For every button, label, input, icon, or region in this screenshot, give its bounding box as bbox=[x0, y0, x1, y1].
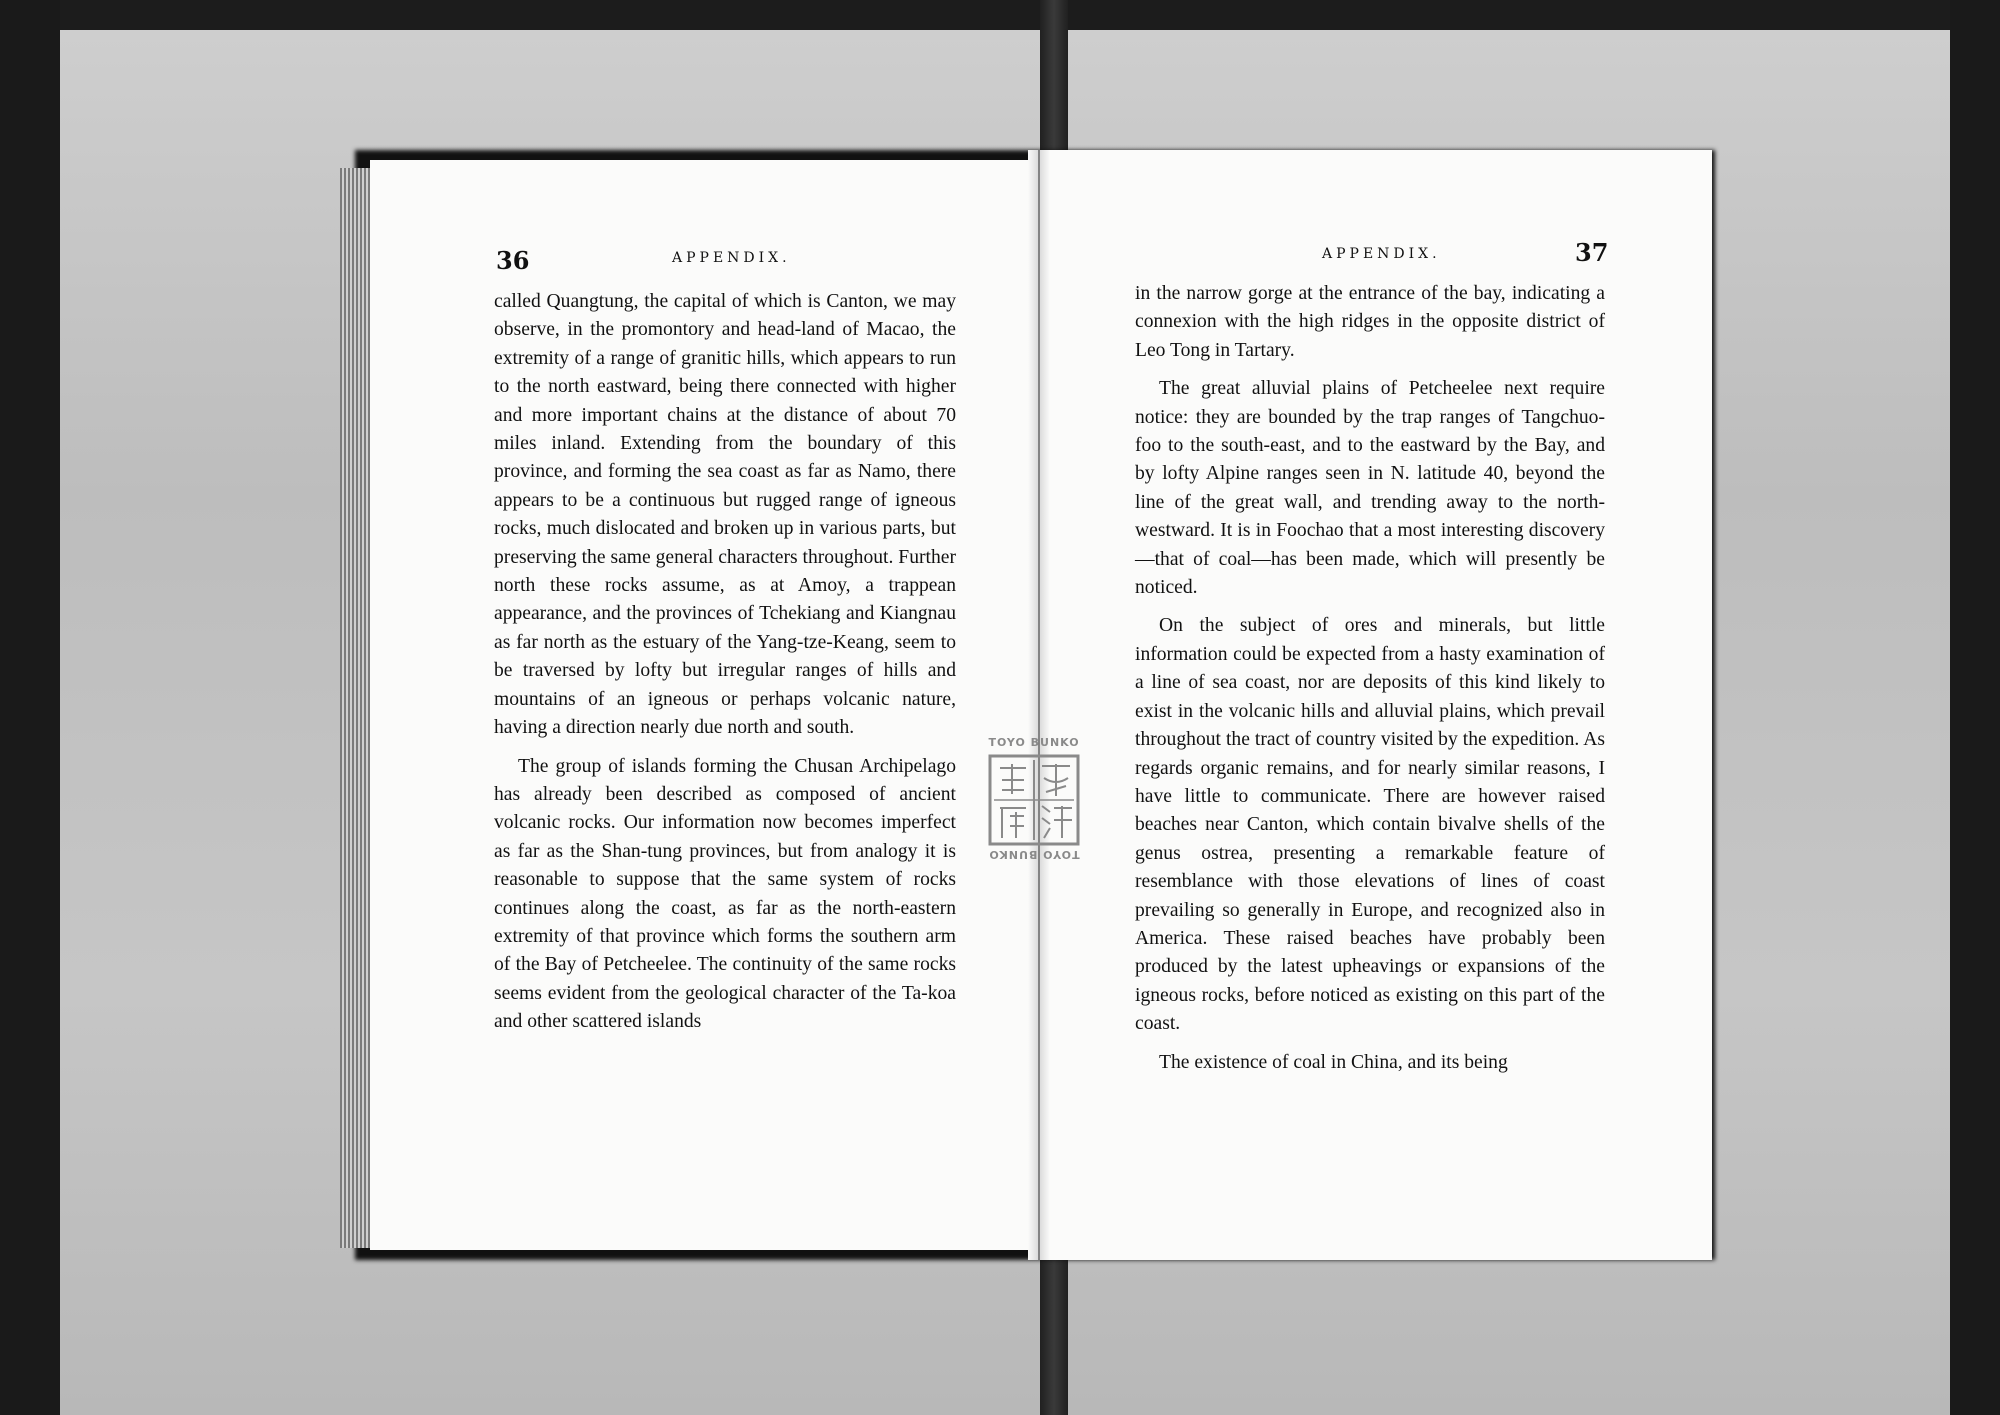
stamp-bottom-label: TOYO BUNKO bbox=[988, 848, 1080, 861]
stamp-top-label: TOYO BUNKO bbox=[988, 736, 1080, 749]
library-seal-stamp bbox=[972, 736, 1096, 864]
left-page-number: 36 bbox=[496, 246, 530, 275]
page-edges-left bbox=[340, 168, 370, 1248]
right-page-number: 37 bbox=[1575, 238, 1609, 267]
scan-border-top bbox=[60, 0, 1950, 30]
right-paragraph-4: The existence of coal in China, and its being bbox=[1159, 1051, 1508, 1073]
right-running-head: APPENDIX. bbox=[1322, 246, 1441, 262]
book-gutter bbox=[1028, 150, 1050, 1260]
right-paragraph-1: in the narrow gorge at the entrance of the bay, indicating a connexion with the high ridges in the opposite district of Leo Tong in Tartary. bbox=[1135, 283, 1605, 361]
left-page bbox=[370, 160, 1035, 1250]
right-page bbox=[1045, 150, 1712, 1260]
scan-border-left bbox=[0, 0, 60, 1415]
left-page-text bbox=[494, 288, 956, 1037]
right-page-text bbox=[1135, 280, 1605, 1077]
left-running-head: APPENDIX. bbox=[672, 250, 791, 266]
left-paragraph-2: The group of islands forming the Chusan Archipelago has already been described as composed of ancient volcanic rocks. Our information now becomes imperfect as far as the Shan-tung provinces, but from analogy it is reasonable to suppose that the same system of rocks continues along the coast, as far as the north-eastern extremity of that province which forms the southern arm of the Bay of Petcheelee. The continuity of the same rocks seems evident from the geological character of the Ta-koa and other scattered islands bbox=[494, 755, 956, 1033]
stamp-seal-icon bbox=[988, 754, 1080, 846]
right-paragraph-3: On the subject of ores and minerals, but little information could be expected from a hasty examination of a line of sea coast, nor are deposits of this kind likely to exist in the volcanic hills and alluvial plains, which prevail throughout the tract of country visited by the expedition. As regards organic remains, and for nearly similar reasons, I have little to communicate. There are however raised beaches near Canton, which contain bivalve shells of the genus ostrea, presenting a remarkable feature of resemblance with those elevations of lines of coast prevailing so generally in Europe, and recognized also in America. These raised beaches have probably been produced by the latest upheavings or expansions of the igneous rocks, before noticed as existing on this part of the coast. bbox=[1135, 615, 1605, 1035]
left-paragraph-1: called Quangtung, the capital of which is Canton, we may observe, in the promontory and head-land of Macao, the extremity of a range of granitic hills, which appears to run to the north eastward, being there connected with higher and more important chains at the distance of about 70 miles inland. Extending from the boundary of this province, and forming the sea coast as far as Namo, there appears to be a continuous but rugged range of igneous rocks, much dislocated and broken up in various parts, but preserving the same general characters throughout. Further north these rocks assume, as at Amoy, a trappean appearance, and the provinces of Tchekiang and Kiangnau as far north as the estuary of the Yang-tze-Keang, seem to be traversed by lofty but irregular ranges of hills and mountains of an igneous or perhaps volcanic nature, having a direction nearly due north and south. bbox=[494, 291, 956, 739]
right-paragraph-2: The great alluvial plains of Petcheelee next require notice: they are bounded by the trap ranges of Tangchuo-foo to the south-east, and to the eastward by the Bay, and by lofty Alpine ranges seen in N. latitude 40, beyond the line of the great wall, and trending away to the north-westward. It is in Foochao that a most interesting discovery—that of coal—has been made, which will presently be noticed. bbox=[1135, 378, 1605, 599]
